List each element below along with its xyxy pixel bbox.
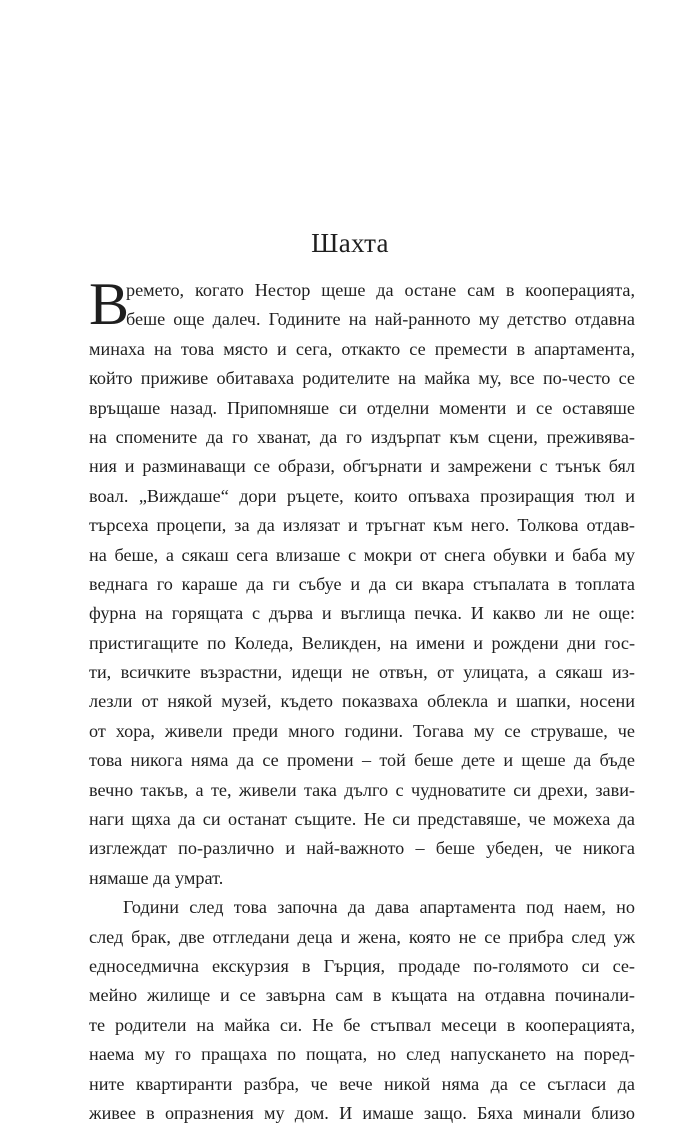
text-line: лезли от някой музей, където показваха облекла и шапки, носени (89, 691, 635, 712)
text-line: фурна на горящата с дърва и въглища печка. И какво ли не още: (89, 603, 635, 624)
text-line: Години след това започна да дава апартамента под наем, но (123, 897, 635, 918)
text-line: веднага го караше да ги събуе и да си вкара стъпалата в топлата (89, 573, 635, 594)
body-text (89, 271, 635, 1128)
text-line: вечно такъв, а те, живели така дълго с чудноватите си дрехи, зави- (89, 779, 635, 800)
drop-cap: В (89, 271, 130, 337)
text-line: нямаше да умрат. (89, 867, 224, 888)
text-line: мейно жилище и се завърна сам в къщата на отдавна починали- (89, 985, 635, 1006)
text-line: воал. „Виждаше“ дори ръцете, които опъваха прозиращия тюл и (89, 485, 635, 506)
text-line: наги щяха да си останат същите. Не си представяше, че можеха да (89, 809, 635, 830)
text-line: на беше, а сякаш сега влизаше с мокри от снега обувки и баба му (89, 544, 635, 565)
text-line: това никога няма да се промени – той беше дете и щеше да бъде (89, 750, 635, 771)
text-line: ния и разминаващи се образи, обгърнати и замрежени с тънък бял (89, 456, 635, 477)
text-line: живее в опразнения му дом. И имаше защо. Бяха минали близо (89, 1102, 635, 1123)
text-line: който приживе обитаваха родителите на майка му, все по-често се (89, 368, 635, 389)
text-line: беше още далеч. Годините на най-ранното му детство отдавна (126, 309, 635, 330)
text-line: те родители на майка си. Не бе стъпвал месеци в кооперацията, (89, 1014, 635, 1035)
text-line: пристигащите по Коледа, Великден, на имени и рождени дни гос- (89, 632, 635, 653)
text-line: търсеха процепи, за да излязат и тръгнат към него. Толкова отдав- (89, 515, 635, 536)
text-line: наема му го пращаха по пощата, но след напускането на поред- (89, 1044, 635, 1065)
line-text: ремето, когато Нестор щеше да остане сам в кооперацията, (126, 280, 635, 300)
text-line: на спомените да го хванат, да го издърпат към сцени, преживява- (89, 426, 635, 447)
text-line: едноседмична екскурзия в Гърция, продаде по-голямото си се- (89, 955, 635, 976)
text-line: минаха на това място и сега, откакто се премести в апартамента, (89, 338, 635, 359)
chapter-title: Шахта (311, 228, 389, 258)
text-line: връщаше назад. Припомняше си отделни моменти и се оставяше (89, 397, 635, 418)
text-line: от хора, живели преди много години. Тогава му се струваше, че (89, 720, 635, 741)
text-line: ните квартиранти разбра, че вече никой няма да се съгласи да (89, 1073, 635, 1094)
text-line: ти, всичките възрастни, идещи не отвън, от улицата, а сякаш из- (89, 662, 635, 683)
text-line: след брак, две отгледани деца и жена, която не се прибра след уж (89, 926, 635, 947)
text-line: изглеждат по-различно и най-важното – беше убеден, че никога (89, 838, 635, 859)
